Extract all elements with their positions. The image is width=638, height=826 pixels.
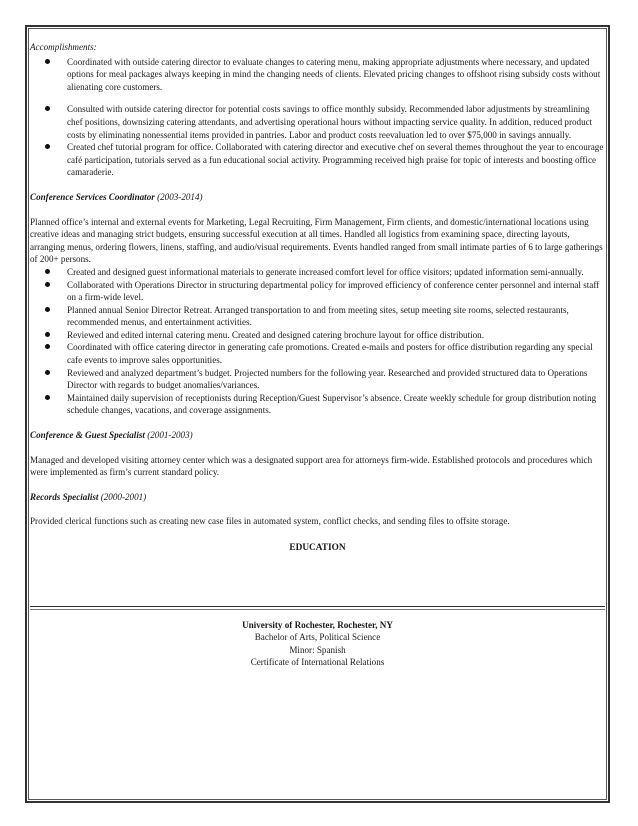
role-description: Planned office’s internal and external events for Marketing, Legal Recruiting, Firm Management, Firm clients, and domestic/international locations using creative ideas and managing strict budgets, ensuring successful execution at all times. Handled all logistics from examining space, directing layouts, arranging menus, ordering flowers, linens, staffing, and audio/visual requirements. Events handled ranged from small intimate parties of 6 to large gatherings of 200+ persons.: [30, 216, 603, 265]
list-item: Collaborated with Operations Director in structuring departmental policy for improved efficiency of conference center personnel and internal staff on a firm-wide level.: [30, 279, 605, 304]
education-block: [30, 619, 605, 669]
role-heading: [30, 429, 605, 442]
bullet-icon: [45, 395, 50, 400]
accomplishments-list: [30, 56, 605, 179]
list-item: Created and designed guest informational materials to generate increased comfort level for office visitors; updated information semi-annually.: [30, 266, 605, 279]
role-heading: [30, 191, 605, 204]
role-title: Conference Services Coordinator: [30, 191, 155, 202]
section-divider-thin: [30, 609, 605, 610]
bullet-icon: [45, 332, 50, 337]
role-description: Provided clerical functions such as creating new case files in automated system, conflict checks, and sending files to offsite storage.: [30, 516, 510, 527]
bullet-icon: [45, 282, 50, 287]
list-item: Maintained daily supervision of receptionists during Reception/Guest Supervisor’s absence. Create weekly schedule for group distribution noting schedule changes, vacations, and coverage assignments.: [30, 392, 605, 417]
list-item: Reviewed and analyzed department’s budget. Projected numbers for the following year. Researched and provided structured data to Operations Director with regards to budget anomalies/variances.: [30, 367, 605, 392]
list-item: Coordinated with office catering director in generating cafe promotions. Created e-mails and posters for office distribution regarding any special cafe events to improve sales opportunities.: [30, 341, 605, 366]
education-minor: Minor: Spanish: [289, 644, 346, 655]
role-description: Managed and developed visiting attorney center which was a designated support area for attorneys firm-wide. Established protocols and procedures which were implemented as firm’s current standard policy.: [30, 454, 593, 478]
education-degree: Bachelor of Arts, Political Science: [254, 632, 381, 643]
bullet-icon: [45, 370, 50, 375]
role-years: (2003-2014): [157, 191, 203, 202]
education-certificate: Certificate of International Relations: [250, 657, 385, 668]
role-title: Records Specialist: [30, 491, 99, 502]
bullet-icon: [45, 269, 50, 274]
list-item: Reviewed and edited internal catering menu. Created and designed catering brochure layout for office distribution.: [30, 329, 605, 342]
list-item: Consulted with outside catering director for potential costs savings to office monthly subsidy. Recommended labor adjustments by streamlining chef positions, downsizing catering attendants, and advertising operational hours without impacting service quality. In addition, reduced product costs by eliminating nonessential items provided in pantries. Labor and product costs reevaluation led to over $75,000 in savings annually.: [30, 103, 605, 141]
education-school: University of Rochester, Rochester, NY: [242, 620, 393, 630]
resume-content: [30, 41, 605, 555]
bullet-icon: [45, 106, 50, 111]
bullet-icon: [45, 307, 50, 312]
role-heading: [30, 491, 605, 504]
education-heading: EDUCATION: [289, 543, 346, 553]
bullet-icon: [45, 344, 50, 349]
role-years: (2000-2001): [100, 491, 147, 502]
list-item: Planned annual Senior Director Retreat. Arranged transportation to and from meeting sites, setup meeting site rooms, selected restaurants, recommended menus, and entertainment activities.: [30, 304, 605, 329]
role-years: (2001-2003): [147, 430, 193, 441]
list-item: Coordinated with outside catering director to evaluate changes to catering menu, making appropriate adjustments where necessary, and updated options for meal packages always keeping in mind the changing needs of clients. Elevated pricing changes to offshoot rising subsidy costs without alienating core customers.: [30, 56, 605, 94]
list-item: Created chef tutorial program for office. Collaborated with catering director and executive chef on several themes throughout the year to encourage café participation, tutorials served as a fun educational social activity. Programming received high praise for topic of interests and boosting office camaraderie.: [30, 141, 605, 179]
role-title: Conference & Guest Specialist: [30, 430, 145, 441]
bullet-icon: [45, 59, 50, 64]
role-bullets: [30, 266, 605, 417]
bullet-icon: [45, 144, 50, 149]
accomplishments-heading: Accomplishments:: [30, 42, 97, 52]
section-divider: [30, 606, 605, 607]
